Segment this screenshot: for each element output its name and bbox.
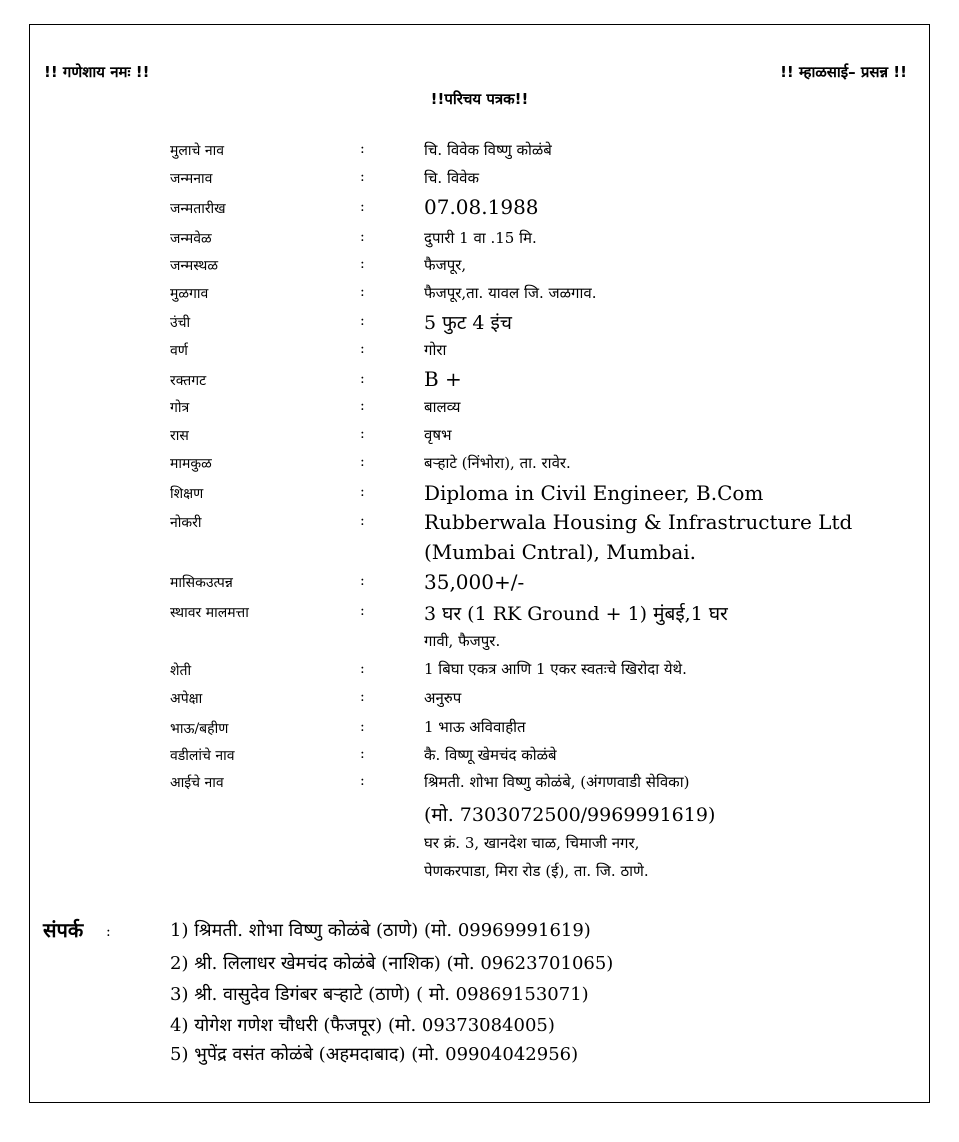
label-birth-name: जन्मनाव: [170, 171, 213, 187]
colon: :: [360, 719, 365, 735]
value-mother-line1: श्रिमती. शोभा विष्णु कोळंबे, (अंगणवाडी सेविका): [424, 773, 690, 791]
colon: :: [360, 426, 365, 442]
colon: :: [360, 229, 365, 245]
value-education: Diploma in Civil Engineer, B.Com: [424, 481, 764, 505]
value-birth-time: दुपारी 1 वा .15 मि.: [424, 229, 537, 247]
label-expectation: अपेक्षा: [170, 691, 203, 707]
contact-heading: संपर्क: [43, 918, 84, 942]
label-birth-place: जन्मस्थळ: [170, 258, 218, 274]
colon: :: [360, 256, 365, 272]
colon: :: [360, 313, 365, 329]
contact-item: 4) योगेश गणेश चौधरी (फैजपूर) (मो. 09373084005): [170, 1015, 555, 1036]
value-mother-line2: (मो. 7303072500/9969991619): [424, 804, 716, 826]
label-property: स्थावर मालमत्ता: [170, 605, 249, 621]
value-mamkul: बऱ्हाटे (निंभोरा), ता. रावेर.: [424, 454, 571, 472]
value-mother-line4: पेणकरपाडा, मिरा रोड (ई), ता. जि. ठाणे.: [424, 862, 649, 880]
label-gotra: गोत्र: [170, 400, 190, 416]
colon: :: [360, 454, 365, 470]
header-left-invocation: !! गणेशाय नमः !!: [44, 63, 150, 81]
label-farm: शेती: [170, 663, 192, 679]
colon: :: [360, 371, 365, 387]
colon: :: [360, 513, 365, 529]
colon: :: [360, 661, 365, 677]
contact-item: 3) श्री. वासुदेव डिगंबर बऱ्हाटे (ठाणे) ( मो. 09869153071): [170, 984, 589, 1005]
colon: :: [360, 603, 365, 619]
value-expectation: अनुरुप: [424, 689, 462, 707]
colon: :: [360, 484, 365, 500]
contact-item: 2) श्री. लिलाधर खेमचंद कोळंबे (नाशिक) (मो. 09623701065): [170, 953, 614, 974]
page-title: !!परिचय पत्रक!!: [430, 90, 529, 108]
label-rashi: रास: [170, 428, 189, 444]
colon: :: [360, 341, 365, 357]
colon: :: [360, 169, 365, 185]
label-blood-group: रक्तगट: [170, 373, 207, 389]
contact-colon: :: [106, 924, 111, 940]
label-birth-time: जन्मवेळ: [170, 231, 212, 247]
value-name: चि. विवेक विष्णु कोळंबे: [424, 141, 552, 159]
label-dob: जन्मतारीख: [170, 201, 226, 217]
contact-item: 1) श्रिमती. शोभा विष्णु कोळंबे (ठाणे) (मो. 09969991619): [170, 920, 591, 941]
value-birth-name: चि. विवेक: [424, 169, 480, 187]
value-mother-line3: घर क्रं. 3, खानदेश चाळ, चिमाजी नगर,: [424, 834, 640, 852]
label-income: मासिकउत्पन्न: [170, 575, 233, 591]
value-blood-group: B +: [424, 367, 462, 391]
value-farm: 1 बिघा एकत्र आणि 1 एकर स्वतःचे खिरोदा येथे.: [424, 660, 687, 678]
value-complexion: गोरा: [424, 341, 447, 359]
colon: :: [360, 689, 365, 705]
colon: :: [360, 199, 365, 215]
label-job: नोकरी: [170, 515, 202, 531]
value-native: फैजपूर,ता. यावल जि. जळगाव.: [424, 284, 597, 302]
colon: :: [360, 573, 365, 589]
colon: :: [360, 141, 365, 157]
value-job-line2: (Mumbai Cntral), Mumbai.: [424, 540, 697, 564]
label-father: वडीलांचे नाव: [170, 748, 235, 764]
colon: :: [360, 398, 365, 414]
value-property-line2: गावी, फैजपुर.: [424, 632, 501, 650]
header-right-invocation: !! म्हाळसाई– प्रसन्न !!: [780, 63, 907, 81]
value-birth-place: फैजपूर,: [424, 256, 467, 274]
value-property-line1: 3 घर (1 RK Ground + 1) मुंबई,1 घर: [424, 603, 728, 625]
label-height: उंची: [170, 315, 191, 331]
colon: :: [360, 746, 365, 762]
label-native: मुळगाव: [170, 286, 209, 302]
colon: :: [360, 773, 365, 789]
label-mamkul: मामकुळ: [170, 456, 212, 472]
value-gotra: बालव्य: [424, 398, 461, 416]
colon: :: [360, 284, 365, 300]
value-dob: 07.08.1988: [424, 195, 539, 219]
label-education: शिक्षण: [170, 486, 204, 502]
contact-item: 5) भुपेंद्र वसंत कोळंबे (अहमदाबाद) (मो. 09904042956): [170, 1044, 579, 1065]
label-mother: आईचे नाव: [170, 775, 224, 791]
label-complexion: वर्ण: [170, 343, 188, 359]
value-rashi: वृषभ: [424, 426, 452, 444]
value-job-line1: Rubberwala Housing & Infrastructure Ltd: [424, 510, 853, 534]
value-height: 5 फुट 4 इंच: [424, 312, 512, 334]
label-name: मुलाचे नाव: [170, 143, 225, 159]
value-siblings: 1 भाऊ अविवाहीत: [424, 718, 526, 736]
label-siblings: भाऊ/बहीण: [170, 721, 229, 737]
value-income: 35,000+/-: [424, 570, 525, 594]
value-father: कै. विष्णू खेमचंद कोळंबे: [424, 746, 557, 764]
